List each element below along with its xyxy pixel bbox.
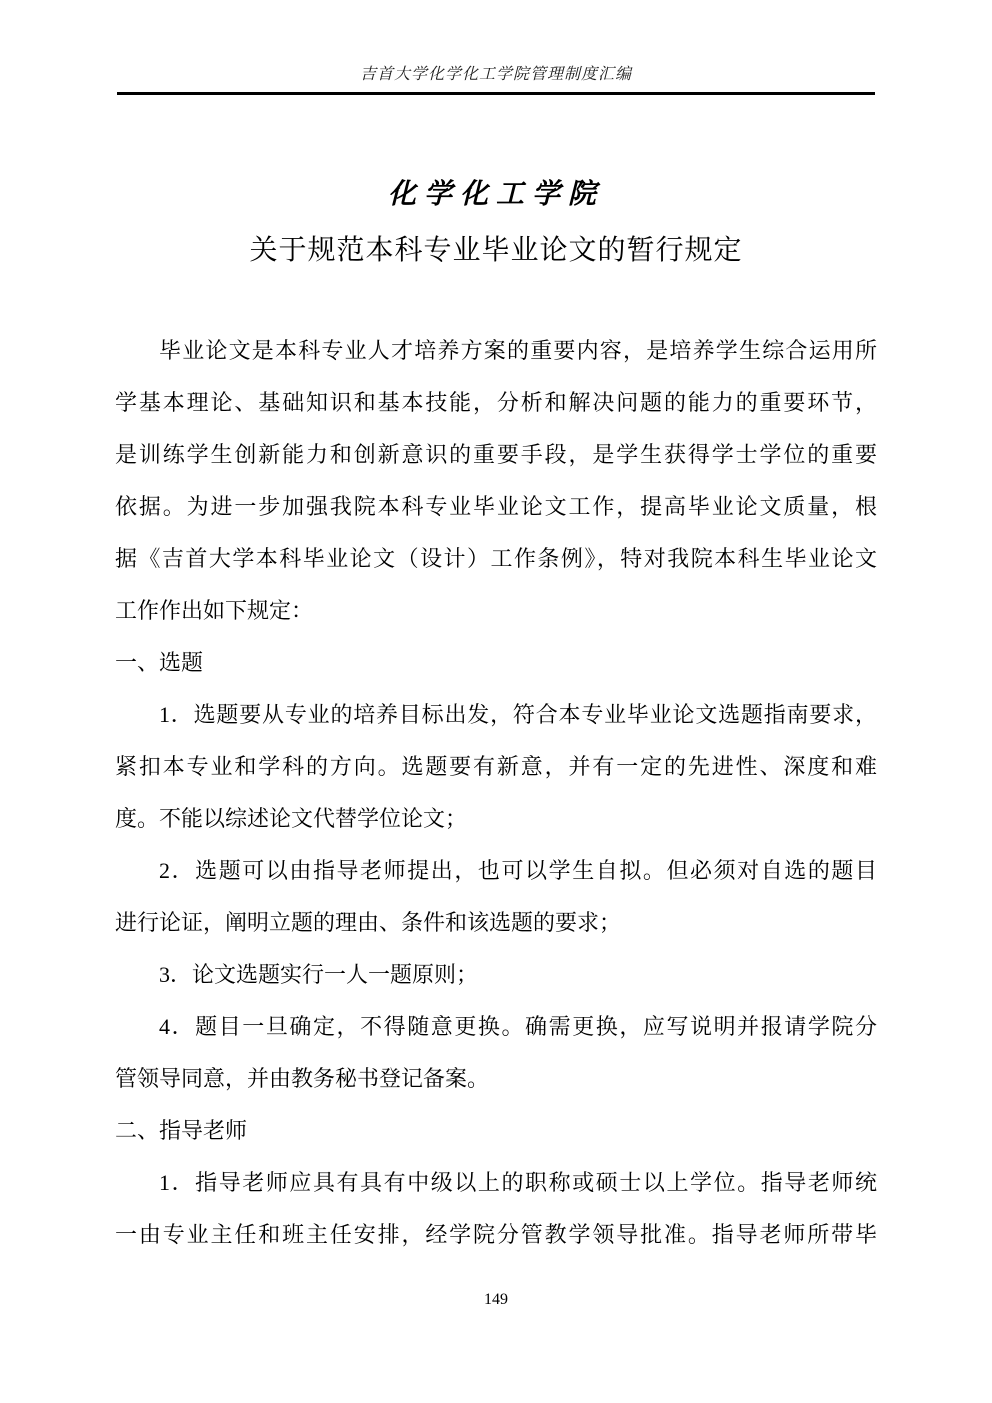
body-line: 工作作出如下规定： [115, 598, 314, 623]
body-line: 毕业论文是本科专业人才培养方案的重要内容，是培养学生综合运用所 [159, 338, 877, 363]
document-title: 关于规范本科专业毕业论文的暂行规定 [249, 235, 743, 266]
body-line: 1．指导老师应具有具有中级以上的职称或硕士以上学位。指导老师统 [159, 1170, 877, 1195]
body-line: 2．选题可以由指导老师提出，也可以学生自拟。但必须对自选的题目 [159, 858, 877, 883]
page-header-text: 吉首大学化学化工学院管理制度汇编 [359, 66, 632, 83]
body-line: 管领导同意，并由教务秘书登记备案。 [115, 1066, 490, 1091]
body-line: 二、指导老师 [115, 1118, 248, 1143]
body-line: 学基本理论、基础知识和基本技能，分析和解决问题的能力的重要环节， [115, 390, 877, 415]
body-line: 度。不能以综述论文代替学位论文； [115, 806, 468, 831]
body-line: 1．选题要从专业的培养目标出发，符合本专业毕业论文选题指南要求， [159, 702, 877, 727]
body-line: 4．题目一旦确定，不得随意更换。确需更换，应写说明并报请学院分 [159, 1014, 877, 1039]
body-line: 是训练学生创新能力和创新意识的重要手段，是学生获得学士学位的重要 [115, 442, 877, 467]
body-line: 一、选题 [115, 650, 204, 675]
body-line: 紧扣本专业和学科的方向。选题要有新意，并有一定的先进性、深度和难 [115, 754, 877, 779]
header-rule-divider [117, 92, 875, 95]
body-line: 进行论证，阐明立题的理由、条件和该选题的要求； [115, 910, 622, 935]
body-line: 据《吉首大学本科毕业论文（设计）工作条例》，特对我院本科生毕业论文 [115, 546, 877, 571]
page-number: 149 [484, 1291, 508, 1308]
document-body [115, 325, 877, 1261]
body-line: 一由专业主任和班主任安排，经学院分管教学领导批准。指导老师所带毕 [115, 1222, 877, 1247]
institution-title: 化学化工学院 [387, 179, 604, 210]
body-line: 依据。为进一步加强我院本科专业毕业论文工作，提高毕业论文质量，根 [115, 494, 877, 519]
body-line: 3．论文选题实行一人一题原则； [159, 962, 479, 987]
